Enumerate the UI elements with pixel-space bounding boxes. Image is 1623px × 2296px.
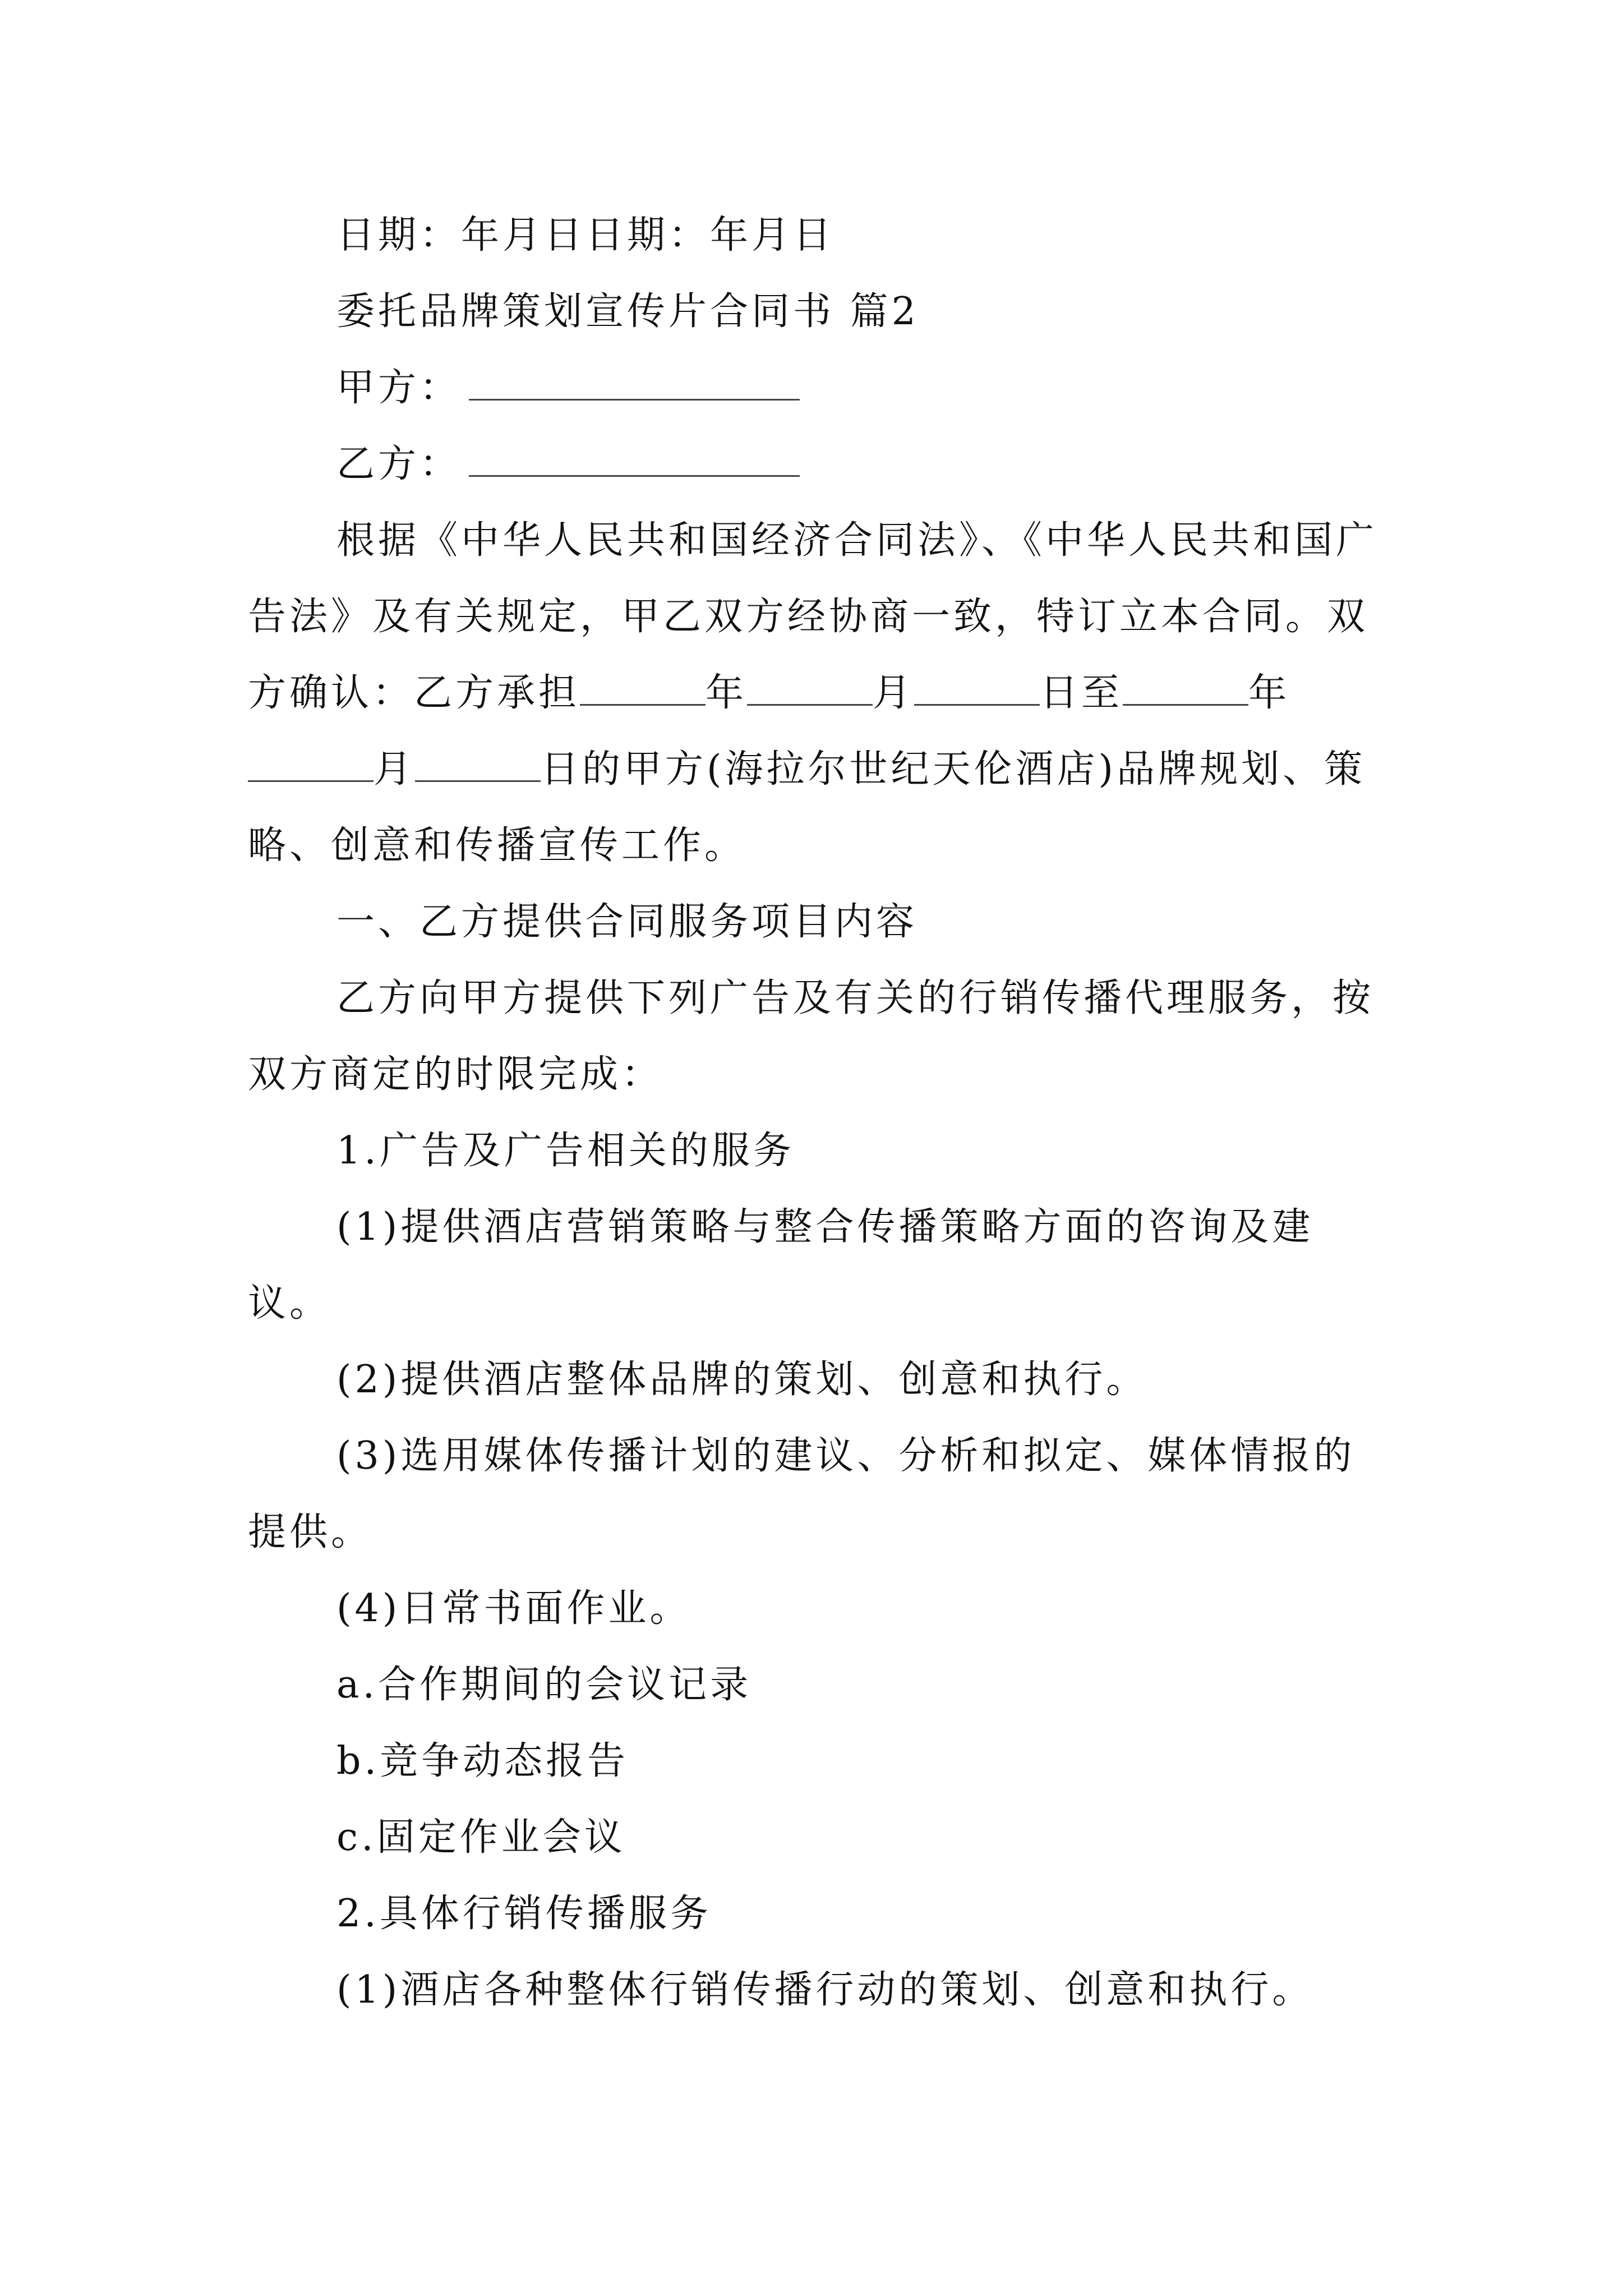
intro-paragraph: [248, 503, 1392, 884]
item-1-4-c: c.固定作业会议: [336, 1815, 626, 1860]
intro-text-1: 根据《中华人民共和国经济合同法》、《中华人民共和国广告法》及有关规定，甲乙双方经协商一致，特订立本合同。双方确认：乙方承担: [248, 518, 1378, 715]
end-month-label: 月: [374, 747, 416, 792]
start-month-label: 月: [873, 671, 915, 715]
contract-title: 委托品牌策划宣传片合同书 篇2: [336, 289, 919, 334]
end-day-blank: [415, 747, 541, 782]
party-a-line: [248, 350, 1392, 426]
start-year-label: 年: [706, 671, 748, 715]
section-heading-1: 一、乙方提供合同服务项目内容: [336, 900, 918, 944]
item-1-2: (2)提供酒店整体品牌的策划、创意和执行。: [336, 1358, 1148, 1402]
start-year-blank: [580, 670, 706, 706]
end-year-blank: [1123, 670, 1248, 706]
section-1-description: 乙方向甲方提供下列广告及有关的行销传播代理服务，按双方商定的时限完成：: [248, 976, 1375, 1097]
item-1-3: (3)选用媒体传播计划的建议、分析和拟定、媒体情报的提供。: [248, 1434, 1355, 1554]
date-line: 日期：年月日日期：年月日: [336, 213, 835, 257]
end-month-blank: [248, 747, 374, 782]
party-a-label: 甲方：: [336, 366, 462, 410]
item-1-heading: 1.广告及广告相关的服务: [336, 1129, 795, 1173]
document-body: [248, 197, 1392, 2028]
party-b-blank: [469, 441, 800, 477]
start-day-blank: [914, 670, 1040, 706]
end-year-label: 年: [1248, 671, 1290, 715]
item-1-4-b: b.竞争动态报告: [336, 1739, 629, 1783]
party-a-blank: [469, 365, 800, 401]
party-b-line: [248, 426, 1392, 503]
start-month-blank: [747, 670, 873, 706]
start-day-label: 日至: [1040, 671, 1123, 715]
item-1-4: (4)日常书面作业。: [336, 1586, 691, 1631]
party-b-label: 乙方：: [336, 442, 462, 486]
intro-text-2: 日的甲方(海拉尔世纪天伦酒店)品牌规划、策略、创意和传播宣传工作。: [248, 747, 1366, 868]
item-1-1: (1)提供酒店营销策略与整合传播策略方面的咨询及建议。: [248, 1205, 1314, 1326]
item-2-heading: 2.具体行销传播服务: [336, 1892, 712, 1936]
item-1-4-a: a.合作期间的会议记录: [336, 1663, 752, 1707]
item-2-1: (1)酒店各种整体行销传播行动的策划、创意和执行。: [336, 1968, 1314, 2012]
